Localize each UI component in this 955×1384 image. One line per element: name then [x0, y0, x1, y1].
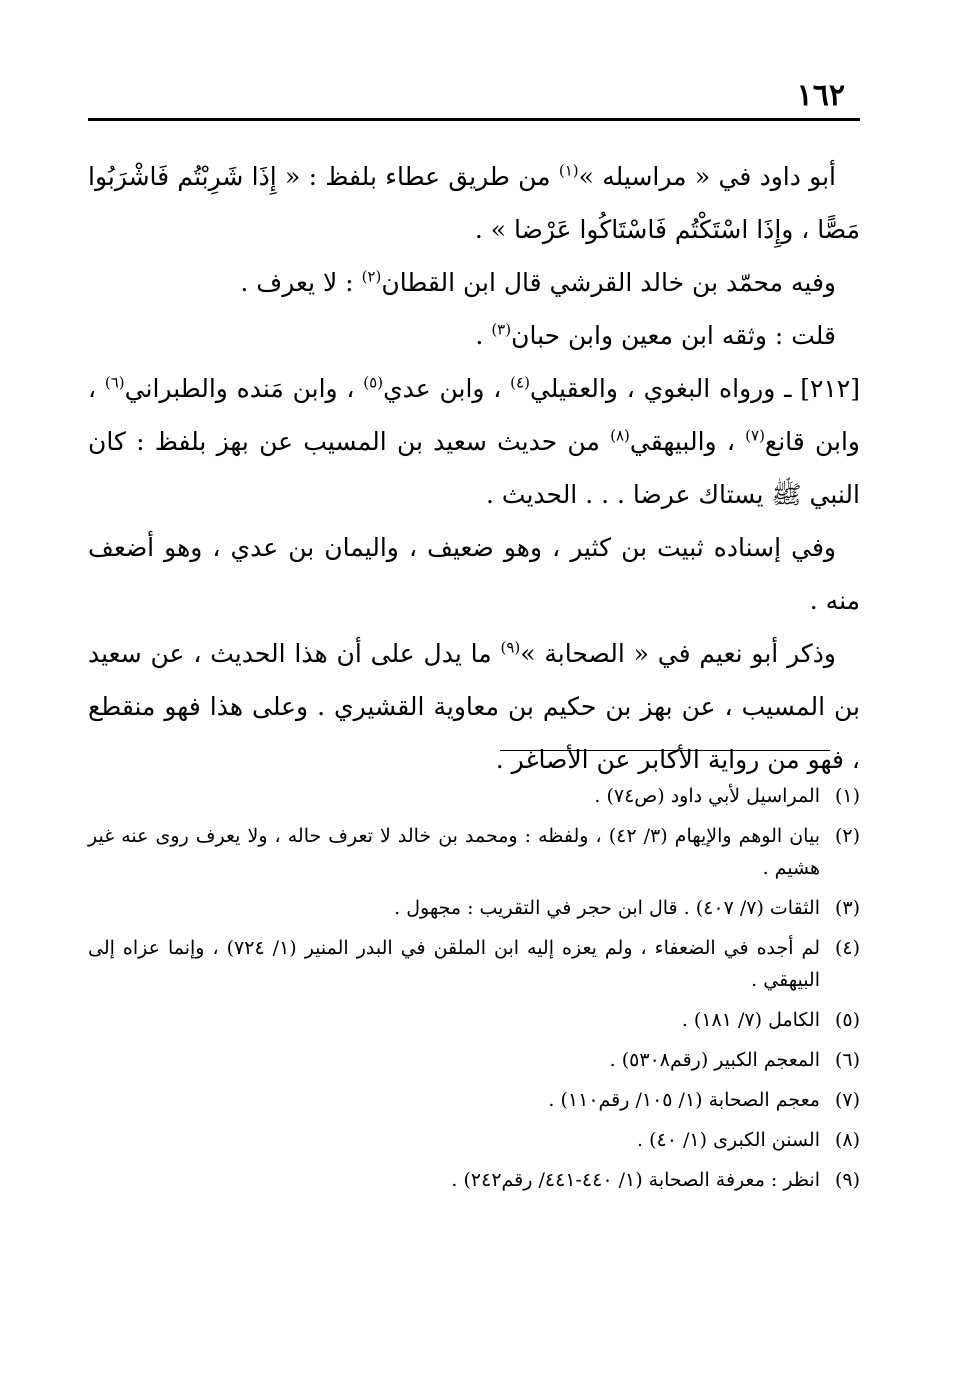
footnote — [88, 820, 860, 884]
footnote — [88, 1124, 860, 1156]
footnote-text: المراسيل لأبي داود (ص٧٤) . — [594, 785, 820, 807]
footnote-text: معجم الصحابة (١/ ١٠٥/ رقم١١٠) . — [548, 1089, 820, 1111]
footnote-ref[interactable]: (١) — [558, 161, 579, 180]
footnote-ref[interactable]: (٥) — [363, 373, 384, 392]
paragraph — [88, 362, 860, 521]
footnote-number: (٦) — [834, 1049, 860, 1071]
footnote — [88, 1044, 860, 1076]
paragraph-text: وفيه محمّد بن خالد القرشي قال ابن القطان — [381, 268, 836, 297]
paragraph-text: وفي إسناده ثبيت بن كثير ، وهو ضعيف ، واليمان بن عدي ، وهو أضعف منه . — [88, 533, 860, 615]
paragraph-text: وذكر أبو نعيم في « الصحابة » — [520, 639, 836, 668]
footnote-ref[interactable]: (٣) — [491, 320, 512, 339]
paragraph — [88, 521, 860, 627]
page-number: ١٦٢ — [796, 78, 845, 113]
footnote-text: السنن الكبرى (١/ ٤٠) . — [637, 1129, 820, 1151]
paragraph-text: من حديث سعيد بن المسيب عن بهز بلفظ : كان النبي ﷺ يستاك عرضا . . . الحديث . — [88, 427, 860, 509]
paragraph-text: ، والبيهقي — [629, 427, 746, 456]
footnote-text: انظر : معرفة الصحابة (١/ ٤٤٠-٤٤١/ رقم٢٤٢) . — [451, 1169, 820, 1191]
footnote-number: (٤) — [834, 937, 860, 959]
footnote — [88, 892, 860, 924]
paragraph-text: . — [475, 321, 492, 350]
header-rule — [88, 118, 860, 121]
footnote — [88, 1004, 860, 1036]
paragraph-text: ما يدل على أن هذا الحديث ، عن سعيد بن المسيب ، عن بهز بن حكيم بن معاوية القشيري . وعلى هذا فهو منقطع ، فهو من رواية الأكابر عن الأصاغر . — [88, 639, 860, 774]
footnote-number: (٩) — [834, 1169, 860, 1191]
footnote-number: (٣) — [834, 897, 860, 919]
footnote-text: الكامل (٧/ ١٨١) . — [681, 1009, 820, 1031]
footnote — [88, 932, 860, 996]
footnote-ref[interactable]: (٨) — [610, 426, 630, 445]
footnote-text: المعجم الكبير (رقم٥٣٠٨) . — [609, 1049, 820, 1071]
footnote-ref[interactable]: (٩) — [500, 638, 521, 657]
paragraph — [88, 150, 860, 256]
paragraph-text: : لا يعرف . — [240, 268, 362, 297]
footnote — [88, 1164, 860, 1196]
paragraph-text: ، وابن قانع — [88, 374, 860, 456]
paragraph-text: ، وابن مَنده والطبراني — [124, 374, 364, 403]
paragraph-text: أبو داود في « مراسيله » — [578, 162, 836, 191]
footnote-number: (٨) — [834, 1129, 860, 1151]
footnote — [88, 780, 860, 812]
paragraph — [88, 309, 860, 362]
footnote — [88, 1084, 860, 1116]
footnote-number: (٥) — [834, 1009, 860, 1031]
footnote-ref[interactable]: (٧) — [745, 426, 765, 445]
footnote-ref[interactable]: (٢) — [361, 267, 382, 286]
paragraph-text: قلت : وثقه ابن معين وابن حبان — [511, 321, 836, 350]
paragraph — [88, 256, 860, 309]
footnote-separator — [500, 750, 830, 751]
footnote-text: بيان الوهم والإيهام (٣/ ٤٢) ، ولفظه : ومحمد بن خالد لا تعرف حاله ، ولا يعرف روى عنه غير هشيم . — [88, 825, 820, 879]
paragraph — [88, 627, 860, 786]
footnote-number: (١) — [834, 785, 860, 807]
footnote-ref[interactable]: (٦) — [104, 373, 125, 392]
footnote-text: لم أجده في الضعفاء ، ولم يعزه إليه ابن الملقن في البدر المنير (١/ ٧٢٤) ، وإنما عزاه إلى البيهقي . — [88, 937, 820, 991]
paragraph-text: ، وابن عدي — [383, 374, 511, 403]
footnote-number: (٢) — [834, 825, 860, 847]
footnotes — [88, 780, 860, 1204]
footnote-text: الثقات (٧/ ٤٠٧) . قال ابن حجر في التقريب : مجهول . — [394, 897, 820, 919]
footnote-number: (٧) — [834, 1089, 860, 1111]
footnote-ref[interactable]: (٤) — [510, 373, 530, 392]
main-text — [88, 150, 860, 786]
paragraph-text: من طريق عطاء بلفظ : « إِذَا شَرِبْتُم فَاشْرَبُوا مَصًّا ، وإِذَا اسْتَكْتُم فَاسْتَاكُوا عَرْضا » . — [88, 162, 860, 244]
paragraph-text: [٢١٢] ـ ورواه البغوي ، والعقيلي — [529, 374, 861, 403]
